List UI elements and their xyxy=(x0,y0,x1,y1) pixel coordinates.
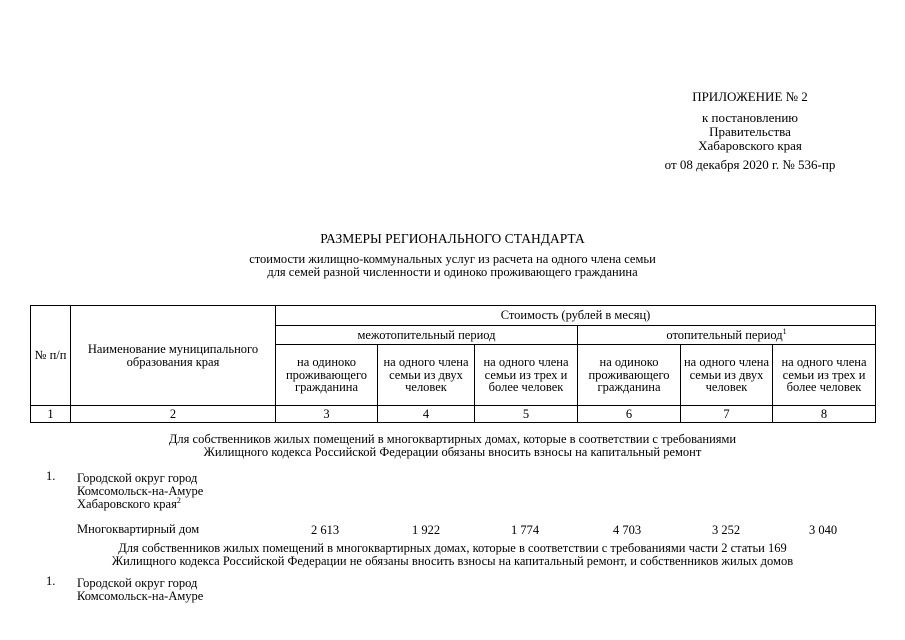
sub-three-header-heating: на одного члена семьи из трех и более человек xyxy=(773,345,876,406)
section-2-line-1: Для собственников жилых помещений в многоквартирных домах, которые в соответствии с требованиями части 2 статьи 169 xyxy=(118,541,787,555)
col-number-header: № п/п xyxy=(31,306,71,406)
row-1-value-7: 3 252 xyxy=(711,523,741,537)
sub-three-header: на одного члена семьи из трех и более человек xyxy=(475,345,578,406)
sub-two-header: на одного члена семьи из двух человек xyxy=(378,345,475,406)
entry-2-name xyxy=(77,577,203,603)
document-subtitle xyxy=(0,253,905,279)
appendix-date: от 08 декабря 2020 г. № 536-пр xyxy=(664,157,836,172)
sub-single-header: на одиноко проживающего гражданина xyxy=(276,345,378,406)
entry-1-line-3-wrap xyxy=(77,495,203,511)
appendix-line-1: к постановлению xyxy=(701,110,799,125)
section-1-line-1: Для собственников жилых помещений в многоквартирных домах, которые в соответствии с требованиями xyxy=(168,432,737,446)
entry-2-number: 1. xyxy=(46,574,56,588)
col-index-4: 4 xyxy=(378,406,475,423)
col-index-3: 3 xyxy=(276,406,378,423)
section-2-heading xyxy=(0,542,905,568)
col-index-2: 2 xyxy=(71,406,276,423)
section-1-heading xyxy=(0,433,905,459)
appendix-block xyxy=(600,90,900,172)
footnote-1-marker: 1 xyxy=(782,326,787,336)
entry-2-line-2: Комсомольск-на-Амуре xyxy=(77,589,204,603)
row-1-value-4: 1 922 xyxy=(411,523,441,537)
sub-single-header-heating: на одиноко проживающего гражданина xyxy=(578,345,681,406)
row-1-value-8: 3 040 xyxy=(808,523,838,537)
row-1-value-6: 4 703 xyxy=(612,523,642,537)
col-index-6: 6 xyxy=(578,406,681,423)
entry-1-name xyxy=(77,472,203,511)
appendix-line-3: Хабаровского края xyxy=(698,138,802,153)
entry-1-line-1: Городской округ город xyxy=(77,471,198,485)
col-index-1: 1 xyxy=(31,406,71,423)
period-heating-label: отопительный период xyxy=(666,327,783,342)
col-index-7: 7 xyxy=(681,406,773,423)
col-index-5: 5 xyxy=(475,406,578,423)
entry-1-line-2: Комсомольск-на-Амуре xyxy=(77,484,204,498)
section-1-line-2: Жилищного кодекса Российской Федерации обязаны вносить взносы на капитальный ремонт xyxy=(203,445,702,459)
sub-two-header-heating: на одного члена семьи из двух человек xyxy=(681,345,773,406)
appendix-line-2: Правительства xyxy=(709,124,791,139)
cost-table-header xyxy=(30,305,876,423)
row-1-value-5: 1 774 xyxy=(510,523,540,537)
document-title: РАЗМЕРЫ РЕГИОНАЛЬНОГО СТАНДАРТА xyxy=(320,231,585,246)
subtitle-line-2: для семей разной численности и одиноко проживающего гражданина xyxy=(267,265,638,279)
period-inter-heating-header: межотопительный период xyxy=(276,326,578,345)
appendix-number: ПРИЛОЖЕНИЕ № 2 xyxy=(692,89,808,104)
cost-header: Стоимость (рублей в месяц) xyxy=(276,306,876,326)
row-1-label: Многоквартирный дом xyxy=(77,522,200,536)
entry-1-line-3: Хабаровского края xyxy=(77,497,177,511)
footnote-2-marker: 2 xyxy=(176,495,181,505)
col-index-8: 8 xyxy=(773,406,876,423)
entry-1-number: 1. xyxy=(46,469,56,483)
subtitle-line-1: стоимости жилищно-коммунальных услуг из расчета на одного члена семьи xyxy=(249,252,656,266)
col-name-header: Наименование муниципального образования края xyxy=(71,306,276,406)
section-2-line-2: Жилищного кодекса Российской Федерации не обязаны вносить взносы на капитальный ремонт, и собственников жилых домов xyxy=(111,554,794,568)
row-1-value-3: 2 613 xyxy=(310,523,340,537)
entry-2-line-1: Городской округ город xyxy=(77,576,198,590)
period-heating-header xyxy=(578,326,876,345)
